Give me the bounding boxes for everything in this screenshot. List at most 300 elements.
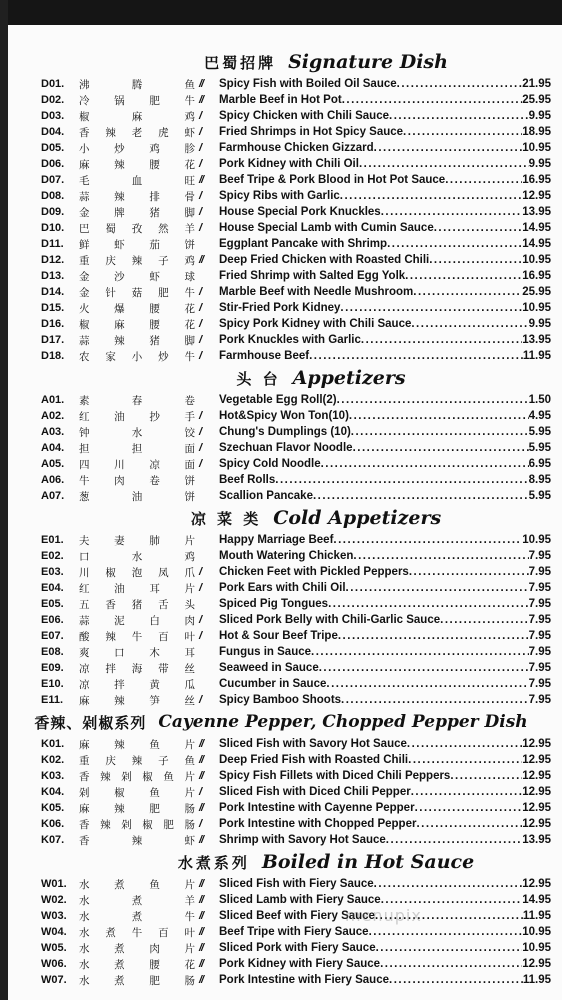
- item-price: 25.95: [522, 94, 551, 106]
- chinese-char: 叶: [184, 630, 195, 643]
- chinese-char: 担: [131, 442, 143, 455]
- chinese-char: 剁: [121, 818, 132, 831]
- chinese-char: 菇: [131, 286, 143, 299]
- section-title-chinese: 头 台: [236, 369, 281, 388]
- chili-spicy-icon: //: [199, 834, 204, 846]
- chinese-char: 丝: [184, 694, 195, 707]
- item-name-text: Sliced Beef with Fiery Sauce: [219, 910, 375, 922]
- chili-spicy-icon: //: [199, 254, 204, 266]
- item-name-text: Pork Kidney with Fiery Sauce: [219, 958, 381, 970]
- item-name-chinese: [79, 613, 199, 628]
- menu-item-row: [41, 892, 551, 908]
- item-name-english: [219, 630, 529, 642]
- menu-item-row: [41, 940, 551, 956]
- dot-leader: [380, 958, 522, 970]
- item-price: 11.95: [522, 910, 551, 922]
- item-code: D14.: [41, 286, 65, 298]
- menu-item-row: [41, 156, 551, 172]
- item-name-chinese: [79, 301, 199, 316]
- chili-spicy-icon: /: [199, 566, 202, 578]
- item-code: E06.: [41, 614, 64, 626]
- chinese-char: 麻: [131, 110, 143, 123]
- dot-leader: [415, 802, 523, 814]
- chinese-char: 蒜: [79, 334, 90, 347]
- item-name-chinese: [79, 221, 199, 236]
- item-name-chinese: [79, 189, 199, 204]
- item-name-chinese: [79, 677, 199, 692]
- menu-item-row: [41, 612, 551, 628]
- item-price: 7.95: [528, 614, 551, 626]
- chinese-char: 农: [79, 350, 90, 363]
- dot-leader: [411, 786, 523, 798]
- chinese-char: 油: [114, 582, 125, 595]
- chinese-char: 片: [184, 786, 195, 799]
- dot-leader: [389, 110, 529, 122]
- item-name-text: Deep Fried Chicken with Roasted Chili: [219, 254, 430, 266]
- item-code: W04.: [41, 926, 67, 938]
- item-name-chinese: [79, 237, 199, 252]
- item-code: A05.: [41, 458, 65, 470]
- item-name-chinese: [79, 737, 199, 752]
- chinese-char: 虾: [149, 270, 160, 283]
- chinese-char: 水: [79, 942, 90, 955]
- chinese-char: 鱼: [149, 786, 160, 799]
- item-code: A02.: [41, 410, 65, 422]
- chinese-char: 腰: [149, 958, 160, 971]
- chili-spicy-icon: /: [199, 582, 202, 594]
- chinese-char: 庆: [105, 254, 116, 267]
- item-code: D03.: [41, 110, 65, 122]
- chinese-char: 水: [79, 926, 90, 939]
- chinese-char: 笋: [149, 694, 160, 707]
- chinese-char: 口: [79, 550, 90, 563]
- chinese-char: 毛: [79, 174, 90, 187]
- chinese-char: 老: [131, 126, 143, 139]
- chinese-char: 饼: [184, 490, 195, 503]
- item-code: E05.: [41, 598, 64, 610]
- item-name-chinese: [79, 109, 199, 124]
- chinese-char: 辣: [114, 190, 125, 203]
- chinese-char: 油: [131, 490, 143, 503]
- dot-leader: [408, 754, 522, 766]
- chinese-char: 肥: [149, 94, 160, 107]
- dot-leader: [353, 550, 528, 562]
- chinese-char: 腰: [149, 302, 160, 315]
- item-code: D16.: [41, 318, 65, 330]
- item-name-text: Fungus in Sauce: [219, 646, 312, 658]
- item-code: E08.: [41, 646, 64, 658]
- item-price: 4.95: [528, 410, 551, 422]
- item-name-english: [219, 142, 522, 154]
- item-name-english: [219, 598, 529, 610]
- item-name-english: [219, 818, 522, 830]
- item-name-text: Szechuan Flavor Noodle: [219, 442, 353, 454]
- chinese-char: 肥: [149, 974, 160, 987]
- item-price: 7.95: [528, 694, 551, 706]
- chinese-char: 肉: [184, 614, 195, 627]
- chili-spicy-icon: /: [199, 694, 202, 706]
- item-name-text: House Special Lamb with Cumin Sauce: [219, 222, 434, 234]
- chinese-char: 辣: [100, 818, 111, 831]
- chinese-char: 虾: [184, 834, 195, 847]
- chili-spicy-icon: /: [199, 158, 202, 170]
- item-name-chinese: [79, 909, 199, 924]
- chinese-char: 花: [184, 302, 195, 315]
- chili-spicy-icon: /: [199, 142, 202, 154]
- chinese-char: 木: [149, 646, 160, 659]
- item-code: K06.: [41, 818, 65, 830]
- dot-leader: [434, 222, 523, 234]
- item-name-chinese: [79, 253, 199, 268]
- dot-leader: [333, 534, 522, 546]
- chinese-char: 孜: [131, 222, 143, 235]
- chinese-char: 片: [184, 534, 195, 547]
- menu-item-row: [41, 816, 551, 832]
- chinese-char: 泡: [131, 566, 143, 579]
- photo-top-border: [0, 0, 562, 25]
- section-title-chinese: 凉 菜 类: [190, 509, 262, 528]
- item-name-english: [219, 582, 529, 594]
- dot-leader: [351, 426, 529, 438]
- section-header: [91, 364, 551, 392]
- chinese-char: 针: [105, 286, 116, 299]
- dot-leader: [313, 490, 529, 502]
- chinese-char: 煮: [114, 942, 125, 955]
- item-name-english: [219, 834, 522, 846]
- item-price: 10.95: [522, 142, 551, 154]
- item-name-english: [219, 566, 529, 578]
- item-name-english: [219, 394, 529, 406]
- item-name-chinese: [79, 693, 199, 708]
- chinese-char: 担: [79, 442, 90, 455]
- menu-item-row: [41, 800, 551, 816]
- menu-item-row: [41, 284, 551, 300]
- dot-leader: [381, 894, 523, 906]
- dot-leader: [361, 334, 522, 346]
- chinese-char: 水: [79, 958, 90, 971]
- chinese-char: 巴: [79, 222, 90, 235]
- item-name-text: Pork Intestine with Cayenne Pepper: [219, 802, 415, 814]
- dot-leader: [386, 834, 522, 846]
- item-code: K02.: [41, 754, 65, 766]
- item-code: E01.: [41, 534, 64, 546]
- menu-item-row: [41, 236, 551, 252]
- item-name-text: Fried Shrimps in Hot Spicy Sauce: [219, 126, 404, 138]
- chinese-char: 肉: [114, 474, 125, 487]
- item-name-text: Deep Fried Fish with Roasted Chili: [219, 754, 409, 766]
- item-code: W01.: [41, 878, 67, 890]
- chinese-char: 骨: [184, 190, 195, 203]
- item-price: 12.95: [522, 958, 551, 970]
- chinese-char: 辣: [105, 126, 116, 139]
- chili-spicy-icon: /: [199, 458, 202, 470]
- dot-leader: [374, 142, 523, 154]
- item-name-chinese: [79, 753, 199, 768]
- chinese-char: 辣: [131, 754, 143, 767]
- item-name-english: [219, 942, 522, 954]
- chili-spicy-icon: /: [199, 426, 202, 438]
- item-price: 1.50: [528, 394, 551, 406]
- dot-leader: [440, 614, 528, 626]
- watermark: menupix: [345, 906, 422, 925]
- item-price: 13.95: [522, 334, 551, 346]
- chinese-char: 百: [158, 630, 169, 643]
- chinese-char: 凉: [79, 678, 90, 691]
- chinese-char: 卷: [184, 394, 195, 407]
- chinese-char: 辣: [114, 802, 125, 815]
- item-code: D08.: [41, 190, 65, 202]
- item-name-chinese: [79, 629, 199, 644]
- chinese-char: 然: [158, 222, 169, 235]
- dot-leader: [389, 974, 523, 986]
- section-title-english: Signature Dish: [288, 51, 448, 73]
- item-name-english: [219, 174, 522, 186]
- item-name-text: Marble Beef in Hot Pot: [219, 94, 342, 106]
- item-name-chinese: [79, 317, 199, 332]
- chinese-char: 香: [79, 818, 90, 831]
- item-name-chinese: [79, 205, 199, 220]
- item-name-text: Spicy Cold Noodle: [219, 458, 321, 470]
- chinese-char: 排: [149, 190, 160, 203]
- item-price: 13.95: [522, 206, 551, 218]
- chinese-char: 牛: [79, 474, 90, 487]
- menu-item-row: [41, 472, 551, 488]
- menu-item-row: [41, 784, 551, 800]
- item-name-text: Hot & Sour Beef Tripe: [219, 630, 338, 642]
- item-code: W02.: [41, 894, 67, 906]
- item-name-chinese: [79, 661, 199, 676]
- item-code: K04.: [41, 786, 65, 798]
- dot-leader: [405, 270, 522, 282]
- item-name-chinese: [79, 93, 199, 108]
- menu-item-row: [41, 76, 551, 92]
- menu-item-row: [41, 456, 551, 472]
- chinese-char: 辣: [114, 694, 125, 707]
- item-code: E11.: [41, 694, 64, 706]
- item-name-chinese: [79, 957, 199, 972]
- section-header: [101, 48, 551, 76]
- chinese-char: 丝: [184, 662, 195, 675]
- section-title-english: Boiled in Hot Sauce: [261, 851, 475, 873]
- item-name-text: Pork Intestine with Chopped Pepper: [219, 818, 417, 830]
- item-name-text: Farmhouse Beef: [219, 350, 310, 362]
- menu-item-row: [41, 924, 551, 940]
- chinese-char: 鱼: [163, 770, 174, 783]
- item-price: 7.95: [528, 550, 551, 562]
- item-name-chinese: [79, 645, 199, 660]
- chinese-char: 麻: [79, 738, 90, 751]
- dot-leader: [359, 158, 529, 170]
- item-price: 7.95: [528, 598, 551, 610]
- menu-item-row: [41, 548, 551, 564]
- menu-item-row: [41, 564, 551, 580]
- chinese-char: 鸡: [149, 142, 160, 155]
- section-header: [101, 848, 551, 876]
- dot-leader: [407, 738, 522, 750]
- menu-item-row: [41, 332, 551, 348]
- item-name-text: Sliced Fish with Savory Hot Sauce: [219, 738, 407, 750]
- dot-leader: [369, 926, 523, 938]
- chinese-char: 猪: [131, 598, 143, 611]
- dot-leader: [338, 630, 529, 642]
- item-code: D17.: [41, 334, 65, 346]
- dot-leader: [349, 410, 529, 422]
- chili-spicy-icon: /: [199, 410, 202, 422]
- chili-spicy-icon: /: [199, 190, 202, 202]
- section-title-english: Appetizers: [292, 367, 406, 389]
- chinese-char: 腾: [131, 78, 143, 91]
- menu-item-row: [41, 660, 551, 676]
- item-code: D04.: [41, 126, 65, 138]
- chili-spicy-icon: //: [199, 878, 204, 890]
- dot-leader: [340, 302, 522, 314]
- chili-spicy-icon: /: [199, 614, 202, 626]
- item-code: E07.: [41, 630, 64, 642]
- chili-spicy-icon: /: [199, 286, 202, 298]
- item-name-text: Seaweed in Sauce: [219, 662, 319, 674]
- chinese-char: 春: [131, 394, 143, 407]
- section-title-chinese: 香辣、剁椒系列: [34, 713, 147, 732]
- chinese-char: 虾: [184, 126, 195, 139]
- dot-leader: [376, 942, 523, 954]
- chinese-char: 耳: [184, 646, 195, 659]
- item-name-text: Fried Shrimp with Salted Egg Yolk: [219, 270, 406, 282]
- chili-spicy-icon: //: [199, 802, 204, 814]
- item-name-text: Farmhouse Chicken Gizzard: [219, 142, 374, 154]
- menu-item-row: [41, 440, 551, 456]
- chinese-char: 抄: [149, 410, 160, 423]
- chinese-char: 子: [158, 254, 169, 267]
- chili-spicy-icon: /: [199, 318, 202, 330]
- item-code: D02.: [41, 94, 65, 106]
- item-name-english: [219, 270, 522, 282]
- item-code: E03.: [41, 566, 64, 578]
- item-code: D05.: [41, 142, 65, 154]
- item-name-text: Stir-Fried Pork Kidney: [219, 302, 341, 314]
- item-name-text: Hot&Spicy Won Ton(10): [219, 410, 349, 422]
- menu-item-row: [41, 644, 551, 660]
- chinese-char: 肥: [158, 286, 169, 299]
- item-name-text: Beef Tripe & Pork Blood in Hot Pot Sauce: [219, 174, 446, 186]
- chinese-char: 血: [131, 174, 143, 187]
- chinese-char: 蒜: [79, 614, 90, 627]
- item-price: 10.95: [522, 926, 551, 938]
- item-name-text: Spicy Fish Fillets with Diced Chili Peppers: [219, 770, 451, 782]
- chinese-char: 拌: [105, 662, 116, 675]
- item-code: A01.: [41, 394, 65, 406]
- item-name-english: [219, 958, 522, 970]
- photo-left-border: [0, 0, 8, 1000]
- chinese-char: 肠: [184, 974, 195, 987]
- item-name-english: [219, 158, 529, 170]
- chinese-char: 水: [131, 426, 143, 439]
- chinese-char: 肠: [184, 802, 195, 815]
- item-name-english: [219, 410, 529, 422]
- item-name-text: Eggplant Pancake with Shrimp: [219, 238, 388, 250]
- chinese-char: 凉: [79, 662, 90, 675]
- chinese-char: 水: [79, 974, 90, 987]
- item-code: A04.: [41, 442, 65, 454]
- menu-item-row: [41, 972, 551, 988]
- item-price: 12.95: [522, 754, 551, 766]
- chinese-char: 金: [79, 206, 90, 219]
- chinese-char: 煮: [114, 958, 125, 971]
- chinese-char: 水: [79, 878, 90, 891]
- chinese-char: 拌: [114, 678, 125, 691]
- item-name-english: [219, 426, 529, 438]
- dot-leader: [387, 238, 522, 250]
- item-name-chinese: [79, 925, 199, 940]
- chinese-char: 肉: [149, 942, 160, 955]
- chili-spicy-icon: //: [199, 910, 204, 922]
- chinese-char: 香: [105, 598, 116, 611]
- chili-spicy-icon: /: [199, 334, 202, 346]
- chinese-char: 花: [184, 958, 195, 971]
- chinese-char: 爪: [184, 566, 195, 579]
- dot-leader: [326, 678, 528, 690]
- item-name-english: [219, 534, 522, 546]
- chili-spicy-icon: //: [199, 942, 204, 954]
- chinese-char: 口: [114, 646, 125, 659]
- menu-item-row: [41, 736, 551, 752]
- item-code: D09.: [41, 206, 65, 218]
- item-name-chinese: [79, 393, 199, 408]
- dot-leader: [321, 458, 529, 470]
- item-price: 18.95: [522, 126, 551, 138]
- item-price: 14.95: [522, 894, 551, 906]
- dot-leader: [374, 878, 523, 890]
- item-code: E09.: [41, 662, 64, 674]
- item-price: 12.95: [522, 770, 551, 782]
- chinese-char: 爆: [114, 302, 125, 315]
- chinese-char: 耳: [149, 582, 160, 595]
- item-name-chinese: [79, 549, 199, 564]
- dot-leader: [409, 566, 529, 578]
- section-title-chinese: 巴蜀招牌: [204, 53, 277, 72]
- item-name-chinese: [79, 877, 199, 892]
- item-code: K07.: [41, 834, 65, 846]
- chinese-char: 鱼: [184, 78, 195, 91]
- item-name-chinese: [79, 173, 199, 188]
- section-title-chinese: 水煮系列: [177, 853, 250, 872]
- item-name-english: [219, 894, 522, 906]
- item-name-text: Spicy Chicken with Chili Sauce: [219, 110, 389, 122]
- chili-spicy-icon: //: [199, 174, 204, 186]
- chinese-char: 花: [184, 158, 195, 171]
- item-price: 12.95: [522, 190, 551, 202]
- chinese-char: 片: [184, 770, 195, 783]
- dot-leader: [311, 646, 529, 658]
- item-name-text: Pork Knuckles with Garlic: [219, 334, 361, 346]
- item-code: D12.: [41, 254, 65, 266]
- item-price: 12.95: [522, 802, 551, 814]
- item-code: A03.: [41, 426, 65, 438]
- chinese-char: 腰: [149, 318, 160, 331]
- menu-item-row: [41, 768, 551, 784]
- chinese-char: 金: [79, 286, 90, 299]
- item-name-text: Pork Ears with Chili Oil: [219, 582, 346, 594]
- item-name-text: House Special Pork Knuckles: [219, 206, 381, 218]
- item-code: W05.: [41, 942, 67, 954]
- item-code: D07.: [41, 174, 65, 186]
- item-price: 7.95: [528, 630, 551, 642]
- menu-item-row: [41, 392, 551, 408]
- item-name-chinese: [79, 77, 199, 92]
- chinese-char: 凤: [158, 566, 169, 579]
- chinese-char: 水: [79, 910, 90, 923]
- chinese-char: 球: [184, 270, 195, 283]
- item-name-english: [219, 694, 529, 706]
